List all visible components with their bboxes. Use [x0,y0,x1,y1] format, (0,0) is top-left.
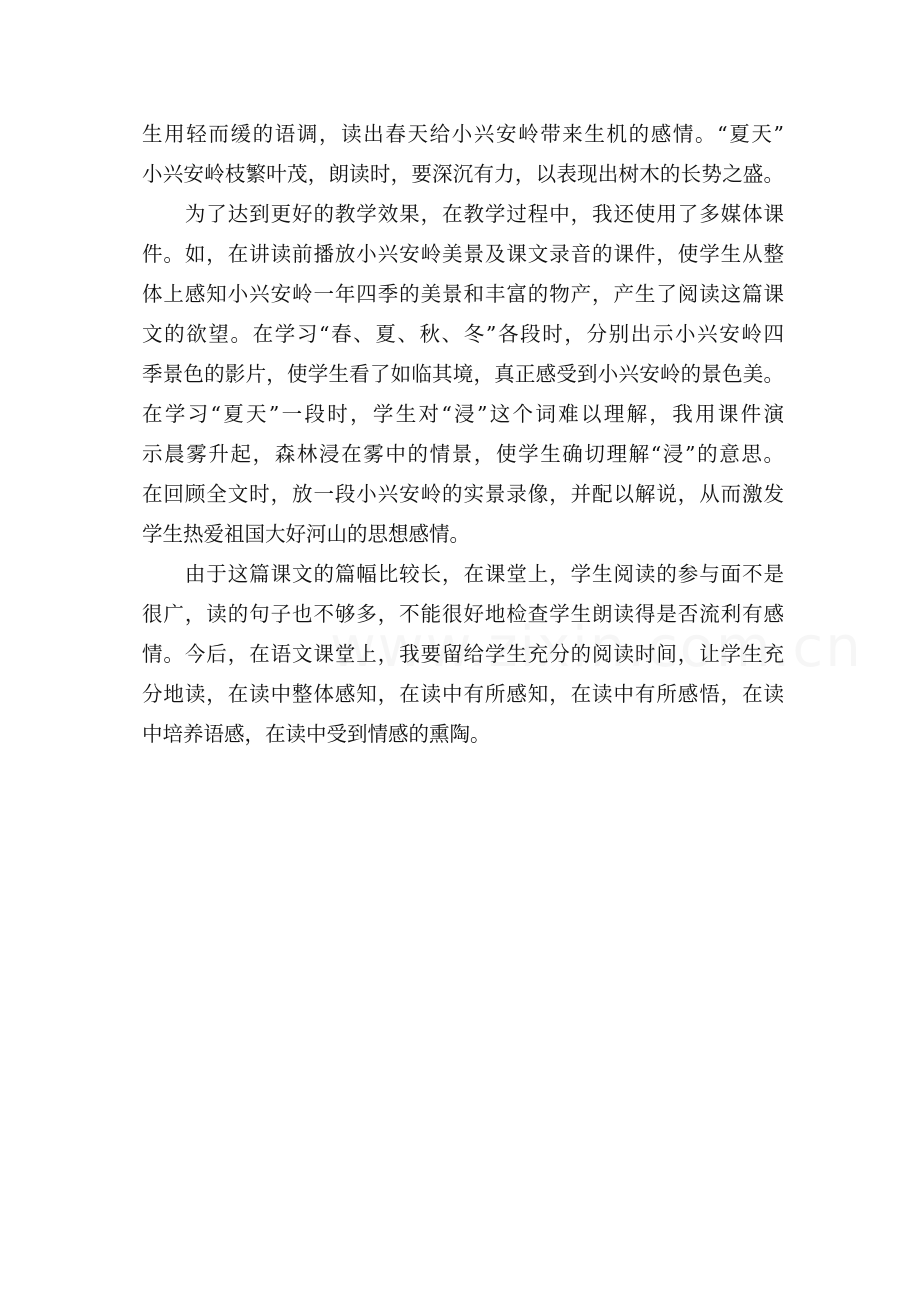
document-body [142,114,784,754]
text-line: 小兴安岭枝繁叶茂，朗读时，要深沉有力，以表现出树木的长势之盛。 [142,162,784,186]
text-line: 在回顾全文时，放一段小兴安岭的实景录像，并配以解说，从而激发 [142,482,784,506]
text-line: 件。如，在讲读前播放小兴安岭美景及课文录音的课件，使学生从整 [142,242,784,266]
text-line: 在学习“夏天”一段时，学生对“浸”这个词难以理解，我用课件演 [142,402,784,426]
text-line: 示晨雾升起，森林浸在雾中的情景，使学生确切理解“浸”的意思。 [142,442,784,466]
text-line: 分地读，在读中整体感知，在读中有所感知，在读中有所感悟，在读 [142,682,784,706]
text-line: 体上感知小兴安岭一年四季的美景和丰富的物产，产生了阅读这篇课 [142,282,784,306]
text-line: 中培养语感，在读中受到情感的熏陶。 [142,722,491,746]
text-line: 由于这篇课文的篇幅比较长，在课堂上，学生阅读的参与面不是 [142,562,784,586]
text-line: 很广，读的句子也不够多，不能很好地检查学生朗读得是否流利有感 [142,602,784,626]
text-line: 生用轻而缓的语调，读出春天给小兴安岭带来生机的感情。“夏天” [142,122,784,146]
text-line: 为了达到更好的教学效果，在教学过程中，我还使用了多媒体课 [142,202,784,226]
text-line: 学生热爱祖国大好河山的思想感情。 [142,522,470,546]
text-line: 季景色的影片，使学生看了如临其境，真正感受到小兴安岭的景色美。 [142,362,784,386]
text-line: 文的欲望。在学习“春、夏、秋、冬”各段时，分别出示小兴安岭四 [142,322,784,346]
text-line: 情。今后，在语文课堂上，我要留给学生充分的阅读时间，让学生充 [142,642,784,666]
